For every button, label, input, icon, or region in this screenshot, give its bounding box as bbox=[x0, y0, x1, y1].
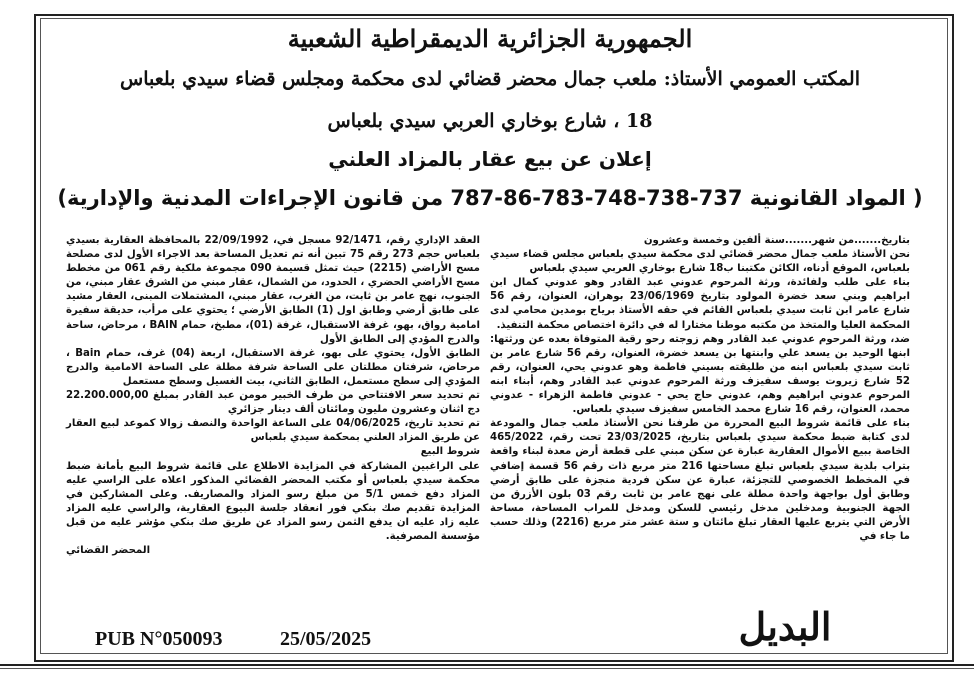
paragraph-opening-price: تم تحديد سعر الافتتاحي من طرف الخبير مومن عبد القادر بمبلغ 22.200.000,00 دج اثنان وعشرون مليون ومائتان ألف دينار جزائري bbox=[66, 390, 480, 416]
left-text-column bbox=[66, 234, 480, 558]
paragraph-conditions-title: شروط البيع bbox=[420, 446, 480, 458]
newspaper-logo: البديل bbox=[738, 604, 832, 649]
bailiff-signature: المحضر القضائي bbox=[66, 545, 151, 557]
publication-number: PUB N°050093 bbox=[95, 628, 223, 650]
office-address: 18 ، شارع بوخاري العربي سيدي بلعباس bbox=[327, 110, 653, 132]
bottom-rule-thin bbox=[0, 668, 974, 669]
bottom-rule bbox=[0, 664, 974, 666]
paragraph-deed: العقد الإداري رقم، 92/1471 مسجل في، 22/09/1992 بالمحافظة العقارية بسيدي بلعباس حجم 273 رقم 75 تبين أنه تم تعديل المساحة بعد الاجراء الأول لدى مصلحة مسح الأراضي (2215) حيث تمثل قسيمة 090 مجموعة ملكية رقم 061 من مخطط مسح الأراضي الحضري ، الحدود، من الشمال، عقار مبني من الشرق عقار مبني، من الجنوب، نهج عامر بن ثابت، من الغرب، عقار مبني، المشتملات المبنى، العقار مشيد على طابق أرضي وطابق اول (1) الطابق الأرضي ؛ يحتوي على مرأب، حديقة سفيرة امامية رواق، بهو، غرفة الاستقبال، غرفة (01)، مطبخ، حمام BAIN ، مرحاض، ساحة والدرج المؤدي إلى الطابق الأول bbox=[66, 235, 480, 345]
announcement-heading: إعلان عن بيع عقار بالمزاد العلني bbox=[328, 147, 652, 171]
paragraph-first-floor: الطابق الأول، يحتوي على بهو، غرفة الاستقبال، اربعة (04) غرف، حمام Bain ، مرحاض، شرفتان مطلتان على الساحة شرفة مطلة على الساحة الامامية والدرج المؤدي إلى سطح مستعمل، الطابق الثاني، بيت الغسيل وسطح مستعمل bbox=[66, 347, 481, 387]
paragraph-bailiff: نحن الأستاذ ملعب جمال محضر قضائي لدى محكمة سيدي بلعباس مجلس قضاء سيدي بلعباس، الموقع أدناه، الكائن مكتبنا ب18 شارع بوخاري العربي سيدي بلعباس bbox=[490, 249, 910, 275]
paragraph-date: بتاريخ.......من شهر.......سنة ألفين وخمسة وعشرون bbox=[643, 235, 910, 246]
publication-date: 25/05/2025 bbox=[280, 628, 372, 650]
right-text-column bbox=[490, 234, 910, 544]
republic-title: الجمهورية الجزائرية الديمقراطية الشعبية bbox=[287, 24, 693, 53]
paragraph-property-description: بناء على قائمة شروط البيع المحررة من طرفنا نحن الأستاذ ملعب جمال والمودعة لدى كتابة ضبط محكمة سيدي بلعباس بتاريخ، 23/03/2025 تحت رقم، 465/2022 الخاصة ببيع الأموال العقارية عبارة عن سكن مبني على قطعة أرض معدة لبناء واقعة بتراب بلدية سيدي بلعباس تبلغ مساحتها 216 متر مربع ذات رقم 56 قسمة إضافي في المخطط الخصوصي للتجزئة، عبارة عن سكن فردية منجزة على طابق أرضي وطابق أول بواجهة واحدة مطلة على نهج عامر بن ثابت رقم 03 بلون الأزرق من الجهة الجنوبية ومدخلين مدخل رئيسي للسكن ومدخل للمراب المساحة، مساحة الأرض التي يتربع عليها العقار تبلغ مائتان و ستة عشر متر مربع (2216) وذلك حسب ما جاء في bbox=[490, 418, 911, 542]
paragraph-conditions: على الراغبين المشاركة في المزايدة الاطلاع على قائمة شروط البيع بأمانة ضبط محكمة سيدي بلعباس أو مكتب المحضر القضائي المذكور اعلاه على الراسي عليه المزاد دفع خمس 5/1 من مبلغ رسو المزاد والمصاريف. وعلى المشاركين في المزايدة تقديم صك بنكي فور انعقاد جلسة البيوع العقارية، والراسي عليه المزاد عليه زاد عليه ان يدفع الثمن رسو المزاد عن طريق صك بنكي مؤشر عليه من قبل مؤسسة المصرفية. bbox=[66, 460, 480, 542]
paragraph-applicants: بناء على طلب ولفائدة، ورثة المرحوم عدوني عبد القادر وهو عدوني كمال ابن ابراهيم وبني سعد خضرة المولود بتاريخ 23/06/1969 بوهران، العنوان، رقم 56 شارع عامر ابن ثابت سيدي بلعباس القائم في حقه الأستاذ برياح بومدين محامي لدى المحكمة العليا والمتخذ من مكتبه موطنا مختارا له في دائرة اختصاص محكمة التنفيذ. bbox=[490, 277, 910, 331]
bailiff-office-line: المكتب العمومي الأستاذ: ملعب جمال محضر قضائي لدى محكمة ومجلس قضاء سيدي بلعباس bbox=[120, 68, 860, 90]
legal-articles-subheading: ( المواد القانونية 737-738-748-783-86-787 من قانون الإجراءات المدنية والإدارية) bbox=[57, 186, 923, 210]
paragraph-respondents: ضد، ورثة المرحوم عدوني عبد القادر وهم زوجته رحو رقية المتوفاة بعده عن ورثتها: ابنها الوحيد بن يسعد علي وابنتها بن يسعد خضرة، العنوان، رقم 56 شارع عامر بن ثابت سيدي بلعباس ابنه من طليقته بسيني فاطمة وهو عدوني يحي، العنوان، رقم 52 شارع زيروت يوسف سفيزف ورثة المرحوم عدوني عبد القادر وهم، أبناء ابنه المرحوم عدوني ابراهيم وهم، عدوني حاج يحي - عدوني فاطمة الزهراء - عدوني محمد، العنوان، رقم 16 شارع محمد الخامس سفيزف سيدي بلعباس. bbox=[490, 333, 910, 416]
paragraph-sale-date: تم تحديد تاريخ، 04/06/2025 على الساعة الواحدة والنصف زوالا كموعد لبيع العقار عن طريق المزاد العلني بمحكمة سيدي بلعباس bbox=[66, 418, 480, 444]
